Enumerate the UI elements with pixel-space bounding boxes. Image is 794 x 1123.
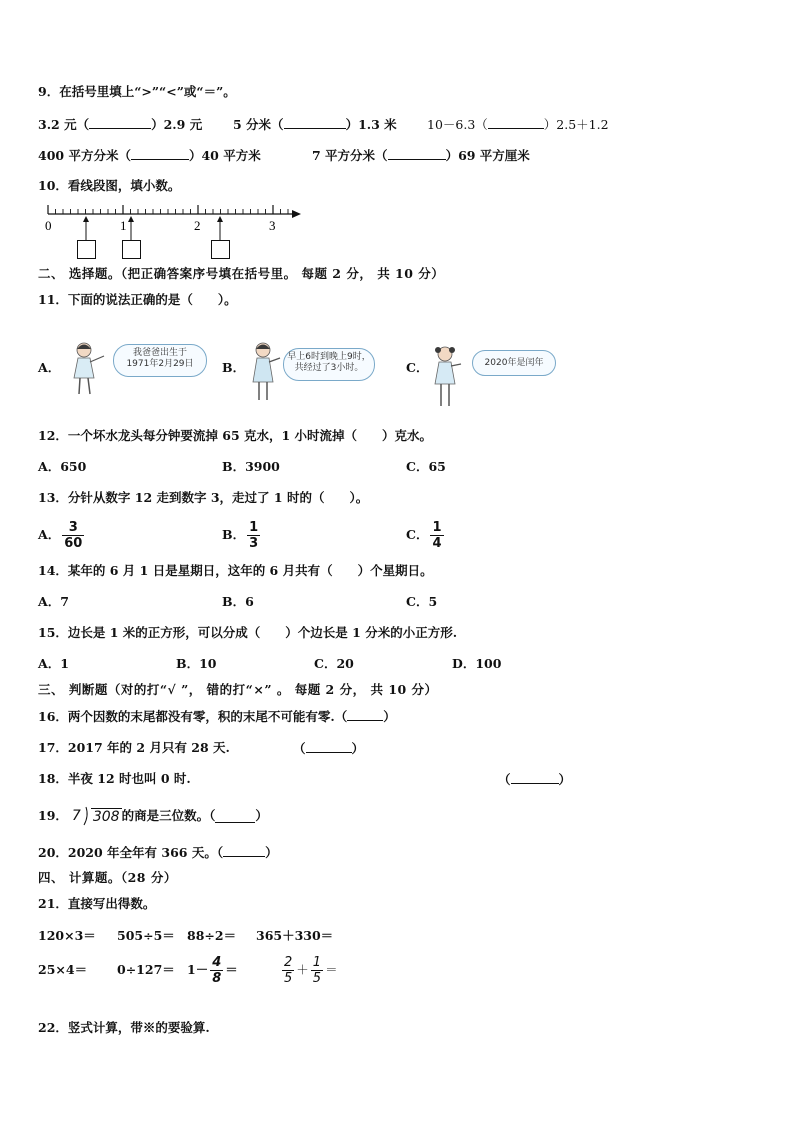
q18-answer bbox=[498, 771, 571, 788]
q12-option-a[interactable]: A．650 bbox=[38, 459, 87, 474]
q19-dividend: 308 bbox=[92, 808, 120, 825]
bubble-a-line2: 1971年2月29日 bbox=[126, 359, 194, 369]
q21-item: 505÷5＝ bbox=[117, 928, 175, 943]
q13-option-c[interactable] bbox=[406, 516, 446, 554]
q11-title: 11．下面的说法正确的是（ ）。 bbox=[38, 292, 237, 307]
q21-r2c-pre: 1－ bbox=[187, 962, 209, 977]
q21-r2d-op: ＋ bbox=[296, 962, 309, 977]
numerator: 3 bbox=[68, 519, 78, 535]
tick-label-1: 1 bbox=[120, 218, 127, 233]
q9-row1 bbox=[38, 116, 202, 133]
pointer-arrowhead bbox=[128, 216, 134, 222]
q14-option-a[interactable]: A．7 bbox=[38, 594, 69, 609]
q13-option-b[interactable] bbox=[222, 516, 262, 554]
q9-r2a-left: 400 平方分米（ bbox=[38, 148, 131, 163]
q12-title: 12．一个坏水龙头每分钟要流掉 65 克水，1 小时流掉（ ）克水。 bbox=[38, 428, 433, 443]
q21-item: 88÷2＝ bbox=[187, 928, 237, 943]
speech-bubble-a bbox=[113, 344, 207, 377]
fraction bbox=[282, 955, 294, 986]
answer-box[interactable] bbox=[211, 240, 230, 259]
denominator: 8 bbox=[212, 970, 222, 986]
q17-text: 17．2017 年的 2 月只有 28 天. bbox=[38, 740, 230, 755]
q16-text: 16．两个因数的末尾都没有零，积的末尾不可能有零.（ bbox=[38, 709, 348, 724]
denominator: 4 bbox=[432, 535, 442, 551]
answer-blank[interactable] bbox=[89, 116, 151, 129]
q11-option-a[interactable]: A． bbox=[38, 360, 61, 375]
q19-text: 的商是三位数。（ bbox=[121, 808, 216, 823]
numerator: 4 bbox=[212, 954, 222, 970]
q15-option-c[interactable]: C．20 bbox=[314, 656, 354, 671]
q9-r1b-right: ）1.3 米 bbox=[345, 117, 397, 132]
girl-illustration bbox=[432, 344, 462, 410]
section-2-title: 二、 选择题。（把正确答案序号填在括号里。 每题 2 分， 共 10 分） bbox=[38, 266, 445, 281]
answer-blank[interactable] bbox=[388, 147, 446, 160]
fraction bbox=[247, 520, 260, 551]
q13-a-label: A． bbox=[38, 527, 61, 542]
q12-option-c[interactable]: C．65 bbox=[406, 459, 446, 474]
answer-box[interactable] bbox=[77, 240, 96, 259]
q9-r1c-right: ）2.5＋1.2 bbox=[543, 117, 609, 132]
q21-item: 365＋330＝ bbox=[256, 928, 334, 943]
q14-option-b[interactable]: B．6 bbox=[222, 594, 254, 609]
q15-option-b[interactable]: B．10 bbox=[176, 656, 217, 671]
q16-end: ） bbox=[383, 709, 396, 724]
denominator: 5 bbox=[284, 970, 293, 986]
numerator: 1 bbox=[432, 519, 442, 535]
q13-title: 13．分针从数字 12 走到数字 3，走过了 1 时的（ ）。 bbox=[38, 490, 369, 505]
numerator: 1 bbox=[249, 519, 259, 535]
q21-item: 0÷127＝ bbox=[117, 962, 175, 977]
answer-blank[interactable] bbox=[306, 740, 352, 753]
q21-r2d-post: ＝ bbox=[325, 962, 338, 977]
number-line-arrowhead bbox=[292, 210, 301, 218]
q9-r1a-left: 3.2 元（ bbox=[38, 117, 90, 132]
denominator: 5 bbox=[312, 970, 322, 986]
q21-item bbox=[187, 950, 238, 990]
fraction bbox=[62, 520, 84, 551]
q17-answer bbox=[293, 740, 364, 757]
q11-option-c[interactable]: C． bbox=[406, 360, 429, 375]
q21-item bbox=[280, 950, 338, 990]
answer-blank[interactable] bbox=[223, 844, 265, 857]
numerator: 1 bbox=[312, 954, 322, 970]
speech-bubble-b bbox=[283, 348, 375, 381]
q19-number: 19． bbox=[38, 808, 68, 823]
q14-title: 14．某年的 6 月 1 日是星期日，这年的 6 月共有（ ）个星期日。 bbox=[38, 563, 433, 578]
long-division-bracket bbox=[82, 806, 90, 826]
q18-text: 18．半夜 12 时也叫 0 时. bbox=[38, 771, 191, 786]
bubble-c-text: 2020年是闰年 bbox=[484, 358, 544, 368]
q13-option-a[interactable] bbox=[38, 516, 86, 554]
pointer-arrowhead bbox=[83, 216, 89, 222]
q21-title: 21．直接写出得数。 bbox=[38, 896, 156, 911]
fraction bbox=[311, 955, 323, 986]
denominator: 3 bbox=[249, 535, 259, 551]
answer-blank[interactable] bbox=[215, 810, 255, 823]
answer-blank[interactable] bbox=[284, 116, 346, 129]
answer-blank[interactable] bbox=[347, 708, 383, 721]
q9-r2a-right: ）40 平方米 bbox=[188, 148, 261, 163]
tick-label-0: 0 bbox=[45, 218, 52, 233]
pointer-arrowhead bbox=[217, 216, 223, 222]
answer-box[interactable] bbox=[122, 240, 141, 259]
speech-bubble-c bbox=[472, 350, 556, 376]
q19-line bbox=[38, 806, 268, 826]
q15-option-a[interactable]: A．1 bbox=[38, 656, 69, 671]
bubble-b-line1: 早上6时到晚上9时， bbox=[287, 352, 371, 362]
number-line-ticks bbox=[48, 205, 288, 214]
q9-r2b-left: 7 平方分米（ bbox=[312, 148, 388, 163]
section-3-title: 三、 判断题（对的打“√ ”， 错的打“×” 。 每题 2 分， 共 10 分） bbox=[38, 682, 438, 697]
q9-row2a bbox=[38, 147, 261, 164]
q18-end: ） bbox=[558, 772, 572, 787]
tick-label-2: 2 bbox=[194, 218, 201, 233]
q20-line bbox=[38, 844, 278, 861]
answer-blank[interactable] bbox=[511, 771, 559, 784]
answer-blank[interactable] bbox=[131, 147, 189, 160]
q16-line bbox=[38, 708, 396, 725]
q9-r1a-right: ）2.9 元 bbox=[151, 117, 203, 132]
bubble-b-line2: 共经过了3小时。 bbox=[294, 363, 364, 373]
q9-row2b bbox=[312, 147, 530, 164]
q20-text: 20．2020 年全年有 366 天。（ bbox=[38, 845, 224, 860]
denominator: 60 bbox=[64, 535, 83, 551]
q20-end: ） bbox=[265, 845, 278, 860]
girl-illustration bbox=[248, 340, 282, 406]
bubble-a-line1: 我爸爸出生于 bbox=[132, 348, 187, 358]
q17-end: ） bbox=[351, 741, 365, 756]
q17-open: （ bbox=[293, 741, 306, 756]
girl-illustration bbox=[70, 340, 110, 398]
q12-option-b[interactable]: B．3900 bbox=[222, 459, 280, 474]
q21-item: 120×3＝ bbox=[38, 928, 96, 943]
q19-end: ） bbox=[255, 808, 268, 823]
fraction bbox=[430, 520, 443, 551]
q13-b-label: B． bbox=[222, 527, 246, 542]
q14-option-c[interactable]: C．5 bbox=[406, 594, 438, 609]
answer-blank[interactable] bbox=[488, 116, 544, 129]
tick-label-3: 3 bbox=[269, 218, 276, 233]
q15-option-d[interactable]: D．100 bbox=[452, 656, 502, 671]
q9-row1b bbox=[233, 116, 397, 133]
q9-r2b-right: ）69 平方厘米 bbox=[445, 148, 530, 163]
q21-r2c-post: ＝ bbox=[225, 962, 238, 977]
section-4-title: 四、 计算题。（28 分） bbox=[38, 870, 177, 885]
q19-divisor: 7 bbox=[71, 808, 81, 824]
q11-option-b[interactable]: B． bbox=[222, 360, 246, 375]
numerator: 2 bbox=[284, 954, 293, 970]
q10-title: 10．看线段图，填小数。 bbox=[38, 178, 181, 193]
q13-c-label: C． bbox=[406, 527, 429, 542]
q9-r1b-left: 5 分米（ bbox=[233, 117, 284, 132]
q18-open: （ bbox=[498, 772, 511, 787]
q22-title: 22．竖式计算，带※的要验算. bbox=[38, 1020, 210, 1035]
q9-r1c-left: 10－6.3（ bbox=[427, 117, 488, 132]
q21-item: 25×4＝ bbox=[38, 962, 88, 977]
q9-row1c bbox=[427, 116, 609, 133]
q15-title: 15．边长是 1 米的正方形，可以分成（ ）个边长是 1 分米的小正方形. bbox=[38, 625, 458, 640]
fraction bbox=[210, 955, 223, 986]
q9-title: 9．在括号里填上“>”“<”或“＝”。 bbox=[38, 84, 236, 99]
